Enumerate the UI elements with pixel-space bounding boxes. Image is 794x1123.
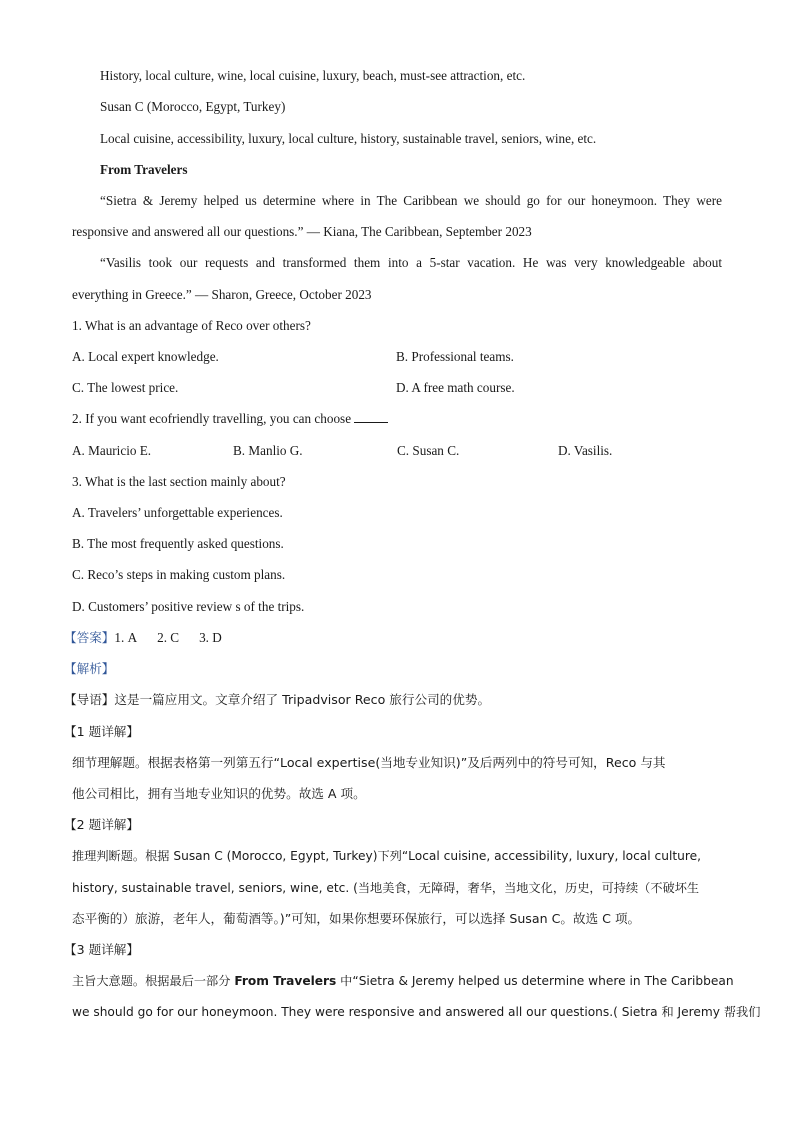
- detail-2-line-3: 态平衡的）旅游，老年人，葡萄酒等。)”可知，如果你想要环保旅行，可以选择 Susan C。故选 C 项。: [72, 911, 641, 926]
- question-1-option-a: A. Local expert knowledge.: [72, 349, 219, 364]
- detail-3-line-2: we should go for our honeymoon. They were responsive and answered all our questions.( Sietra 和 Jeremy 帮我们: [72, 1005, 761, 1019]
- testimonial-2-line-1: “Vasilis took our requests and transformed them into a 5-star vacation. He was very knowledgeable about: [100, 255, 722, 270]
- question-2-stem: 2. If you want ecofriendly travelling, you can choose: [72, 411, 352, 426]
- testimonial-1-line-1: “Sietra & Jeremy helped us determine where in The Caribbean we should go for our honeymoon. They were: [100, 193, 722, 208]
- question-3-option-a: A. Travelers’ unforgettable experiences.: [72, 505, 283, 520]
- detail-3-line-1: [72, 972, 734, 990]
- question-3-stem: 3. What is the last section mainly about?: [72, 474, 286, 489]
- section-heading-from-travelers: From Travelers: [100, 162, 188, 177]
- question-1-option-d: D. A free math course.: [396, 380, 515, 395]
- question-2-option-d: D. Vasilis.: [558, 443, 613, 458]
- analysis-label: 【解析】: [64, 661, 115, 676]
- question-2-option-b: B. Manlio G.: [233, 443, 303, 458]
- question-1-stem: 1. What is an advantage of Reco over others?: [72, 318, 311, 333]
- guide-susan-specialties: Local cuisine, accessibility, luxury, local culture, history, sustainable travel, seniors, wine, etc.: [100, 131, 597, 146]
- answer-blank: [354, 410, 388, 423]
- question-1-option-b: B. Professional teams.: [396, 349, 514, 364]
- detail-3-from-travelers: From Travelers: [234, 974, 337, 988]
- detail-2-line-2: history, sustainable travel, seniors, wine, etc. (当地美食，无障碍，奢华，当地文化，历史，可持续（不破坏生: [72, 881, 700, 895]
- question-3-option-d: D. Customers’ positive review s of the trips.: [72, 599, 305, 614]
- question-2-stem-row: [72, 410, 722, 428]
- answer-2: 2. C: [157, 630, 180, 645]
- question-3-option-b: B. The most frequently asked questions.: [72, 536, 284, 551]
- detail-1-label: 【1 题详解】: [64, 724, 139, 739]
- testimonial-1-line-2: responsive and answered all our questions.” — Kiana, The Caribbean, September 2023: [72, 224, 532, 239]
- question-3-option-c: C. Reco’s steps in making custom plans.: [72, 567, 286, 582]
- detail-1-line-2: 他公司相比，拥有当地专业知识的优势。故选 A 项。: [72, 786, 366, 801]
- detail-2-line-1: 推理判断题。根据 Susan C (Morocco, Egypt, Turkey)下列“Local cuisine, accessibility, luxury, local culture,: [72, 849, 701, 863]
- question-1-option-c: C. The lowest price.: [72, 380, 179, 395]
- question-2-option-a: A. Mauricio E.: [72, 443, 152, 458]
- detail-3-line-1-pre: 主旨大意题。根据最后一部分: [72, 974, 235, 988]
- guide-name-susan: Susan C (Morocco, Egypt, Turkey): [100, 99, 286, 114]
- detail-3-label: 【3 题详解】: [64, 942, 139, 957]
- answer-1: 1. A: [114, 630, 138, 645]
- detail-2-label: 【2 题详解】: [64, 817, 139, 832]
- question-2-option-c: C. Susan C.: [397, 443, 460, 458]
- answer-3: 3. D: [199, 630, 222, 645]
- guide-row-specialties: History, local culture, wine, local cuisine, luxury, beach, must-see attraction, etc.: [100, 68, 526, 83]
- testimonial-2-line-2: everything in Greece.” — Sharon, Greece, October 2023: [72, 287, 372, 302]
- analysis-guide: 【导语】这是一篇应用文。文章介绍了 Tripadvisor Reco 旅行公司的优势。: [64, 692, 491, 707]
- answer-row: [64, 629, 714, 647]
- detail-1-line-1: 细节理解题。根据表格第一列第五行“Local expertise(当地专业知识)”及后两列中的符号可知，Reco 与其: [72, 755, 666, 770]
- answer-label: 【答案】: [64, 630, 115, 645]
- detail-3-line-1-post: 中“Sietra & Jeremy helped us determine where in The Caribbean: [336, 974, 734, 988]
